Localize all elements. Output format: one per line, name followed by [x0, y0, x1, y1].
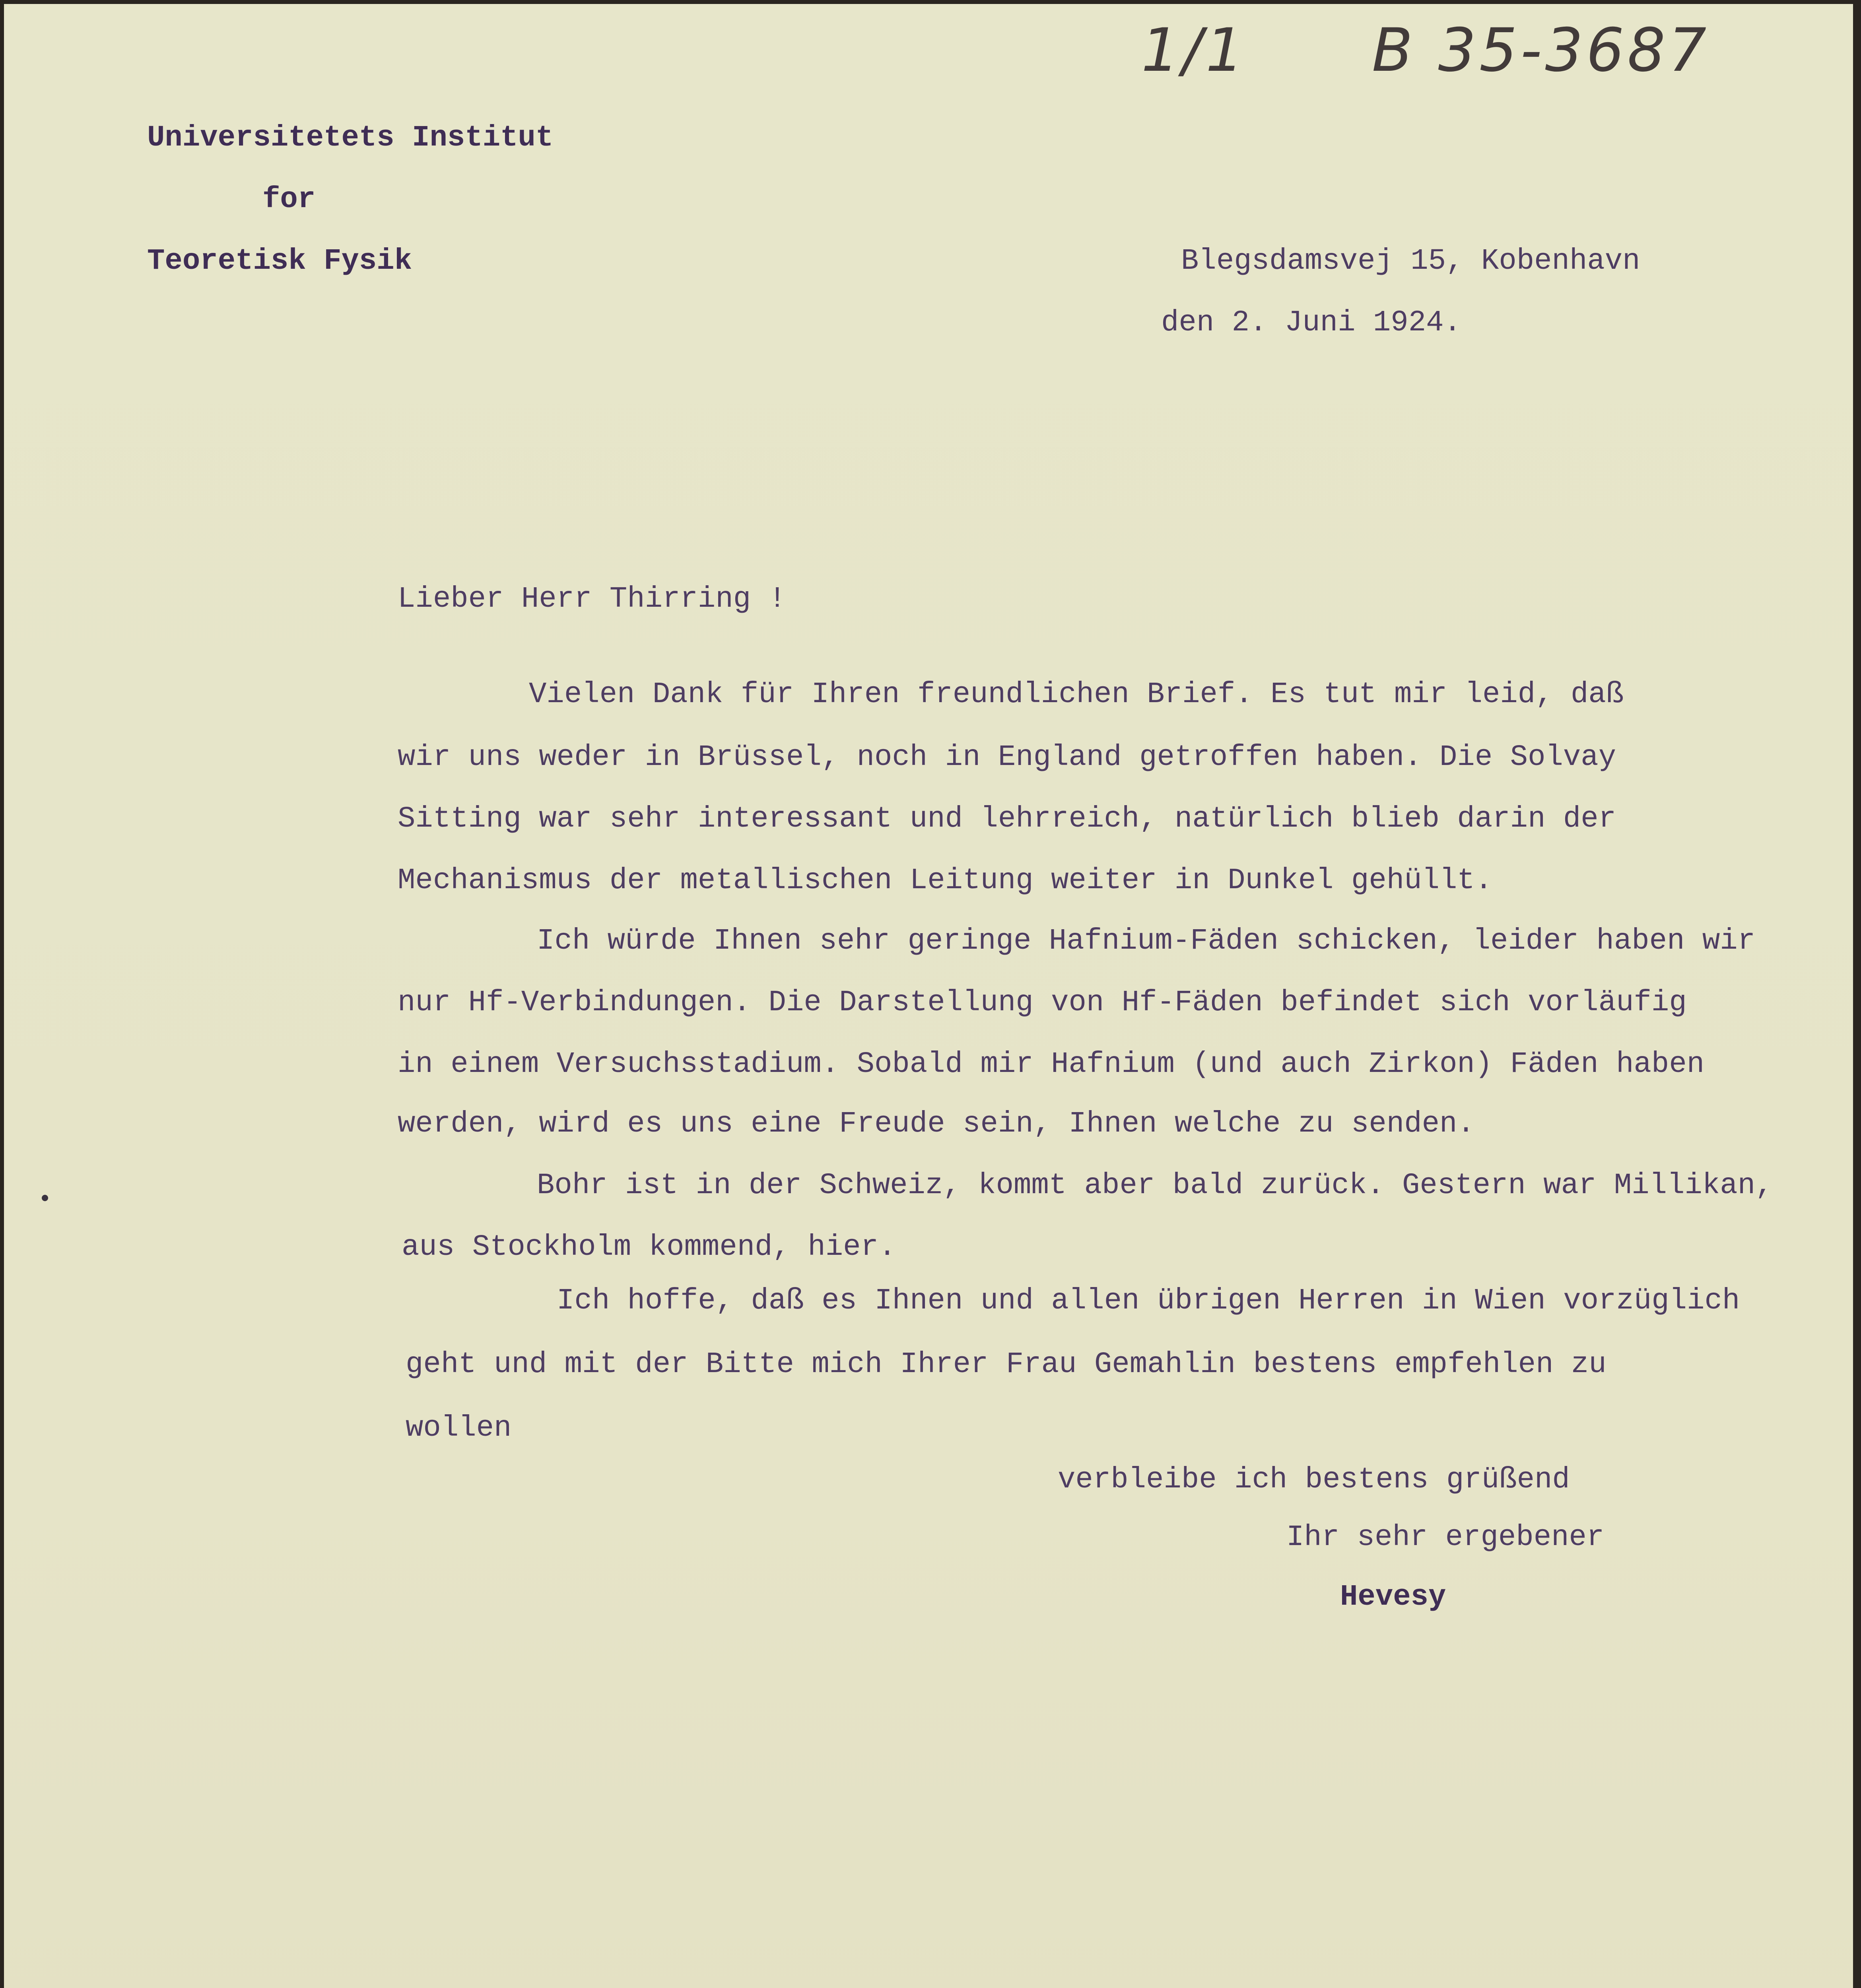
archive-folio-number: 1/1 [1141, 16, 1247, 85]
body-line: wir uns weder in Brüssel, noch in England getroffen haben. Die Solvay [398, 741, 1616, 774]
closing-phrase: Ihr sehr ergebener [1286, 1521, 1605, 1554]
body-line: werden, wird es uns eine Freude sein, Ihnen welche zu senden. [398, 1107, 1475, 1141]
body-line: Vielen Dank für Ihren freundlichen Brief. Es tut mir leid, daß [529, 678, 1624, 711]
body-line: Ich hoffe, daß es Ihnen und allen übrigen Herren in Wien vorzüglich [557, 1284, 1740, 1318]
letterhead-institute: Universitetets Institut [147, 121, 554, 155]
letter-page [4, 4, 1853, 1988]
body-line: nur Hf-Verbindungen. Die Darstellung von Hf-Fäden befindet sich vorläufig [398, 986, 1687, 1019]
archive-signature: B 35-3687 [1372, 16, 1710, 85]
body-line: Sitting war sehr interessant und lehrreich, natürlich blieb darin der [398, 802, 1616, 836]
salutation: Lieber Herr Thirring ! [398, 582, 786, 616]
body-line: Bohr ist in der Schweiz, kommt aber bald zurück. Gestern war Millikan, [537, 1169, 1773, 1202]
body-line: in einem Versuchsstadium. Sobald mir Hafnium (und auch Zirkon) Fäden haben [398, 1048, 1705, 1081]
sender-address: Blegsdamsvej 15, Kobenhavn [1181, 245, 1640, 278]
letter-date: den 2. Juni 1924. [1161, 306, 1461, 340]
closing-phrase: verbleibe ich bestens grüßend [1058, 1463, 1570, 1497]
body-line: wollen [406, 1411, 512, 1445]
paper-speck [42, 1195, 48, 1201]
letterhead-for: for [262, 183, 316, 216]
body-line: Mechanismus der metallischen Leitung weiter in Dunkel gehüllt. [398, 864, 1493, 897]
signature-name: Hevesy [1340, 1580, 1446, 1614]
body-line: geht und mit der Bitte mich Ihrer Frau Gemahlin bestens empfehlen zu [406, 1348, 1607, 1381]
body-line: aus Stockholm kommend, hier. [402, 1231, 896, 1264]
letterhead-department: Teoretisk Fysik [147, 245, 412, 278]
body-line: Ich würde Ihnen sehr geringe Hafnium-Fäden schicken, leider haben wir [537, 924, 1756, 958]
